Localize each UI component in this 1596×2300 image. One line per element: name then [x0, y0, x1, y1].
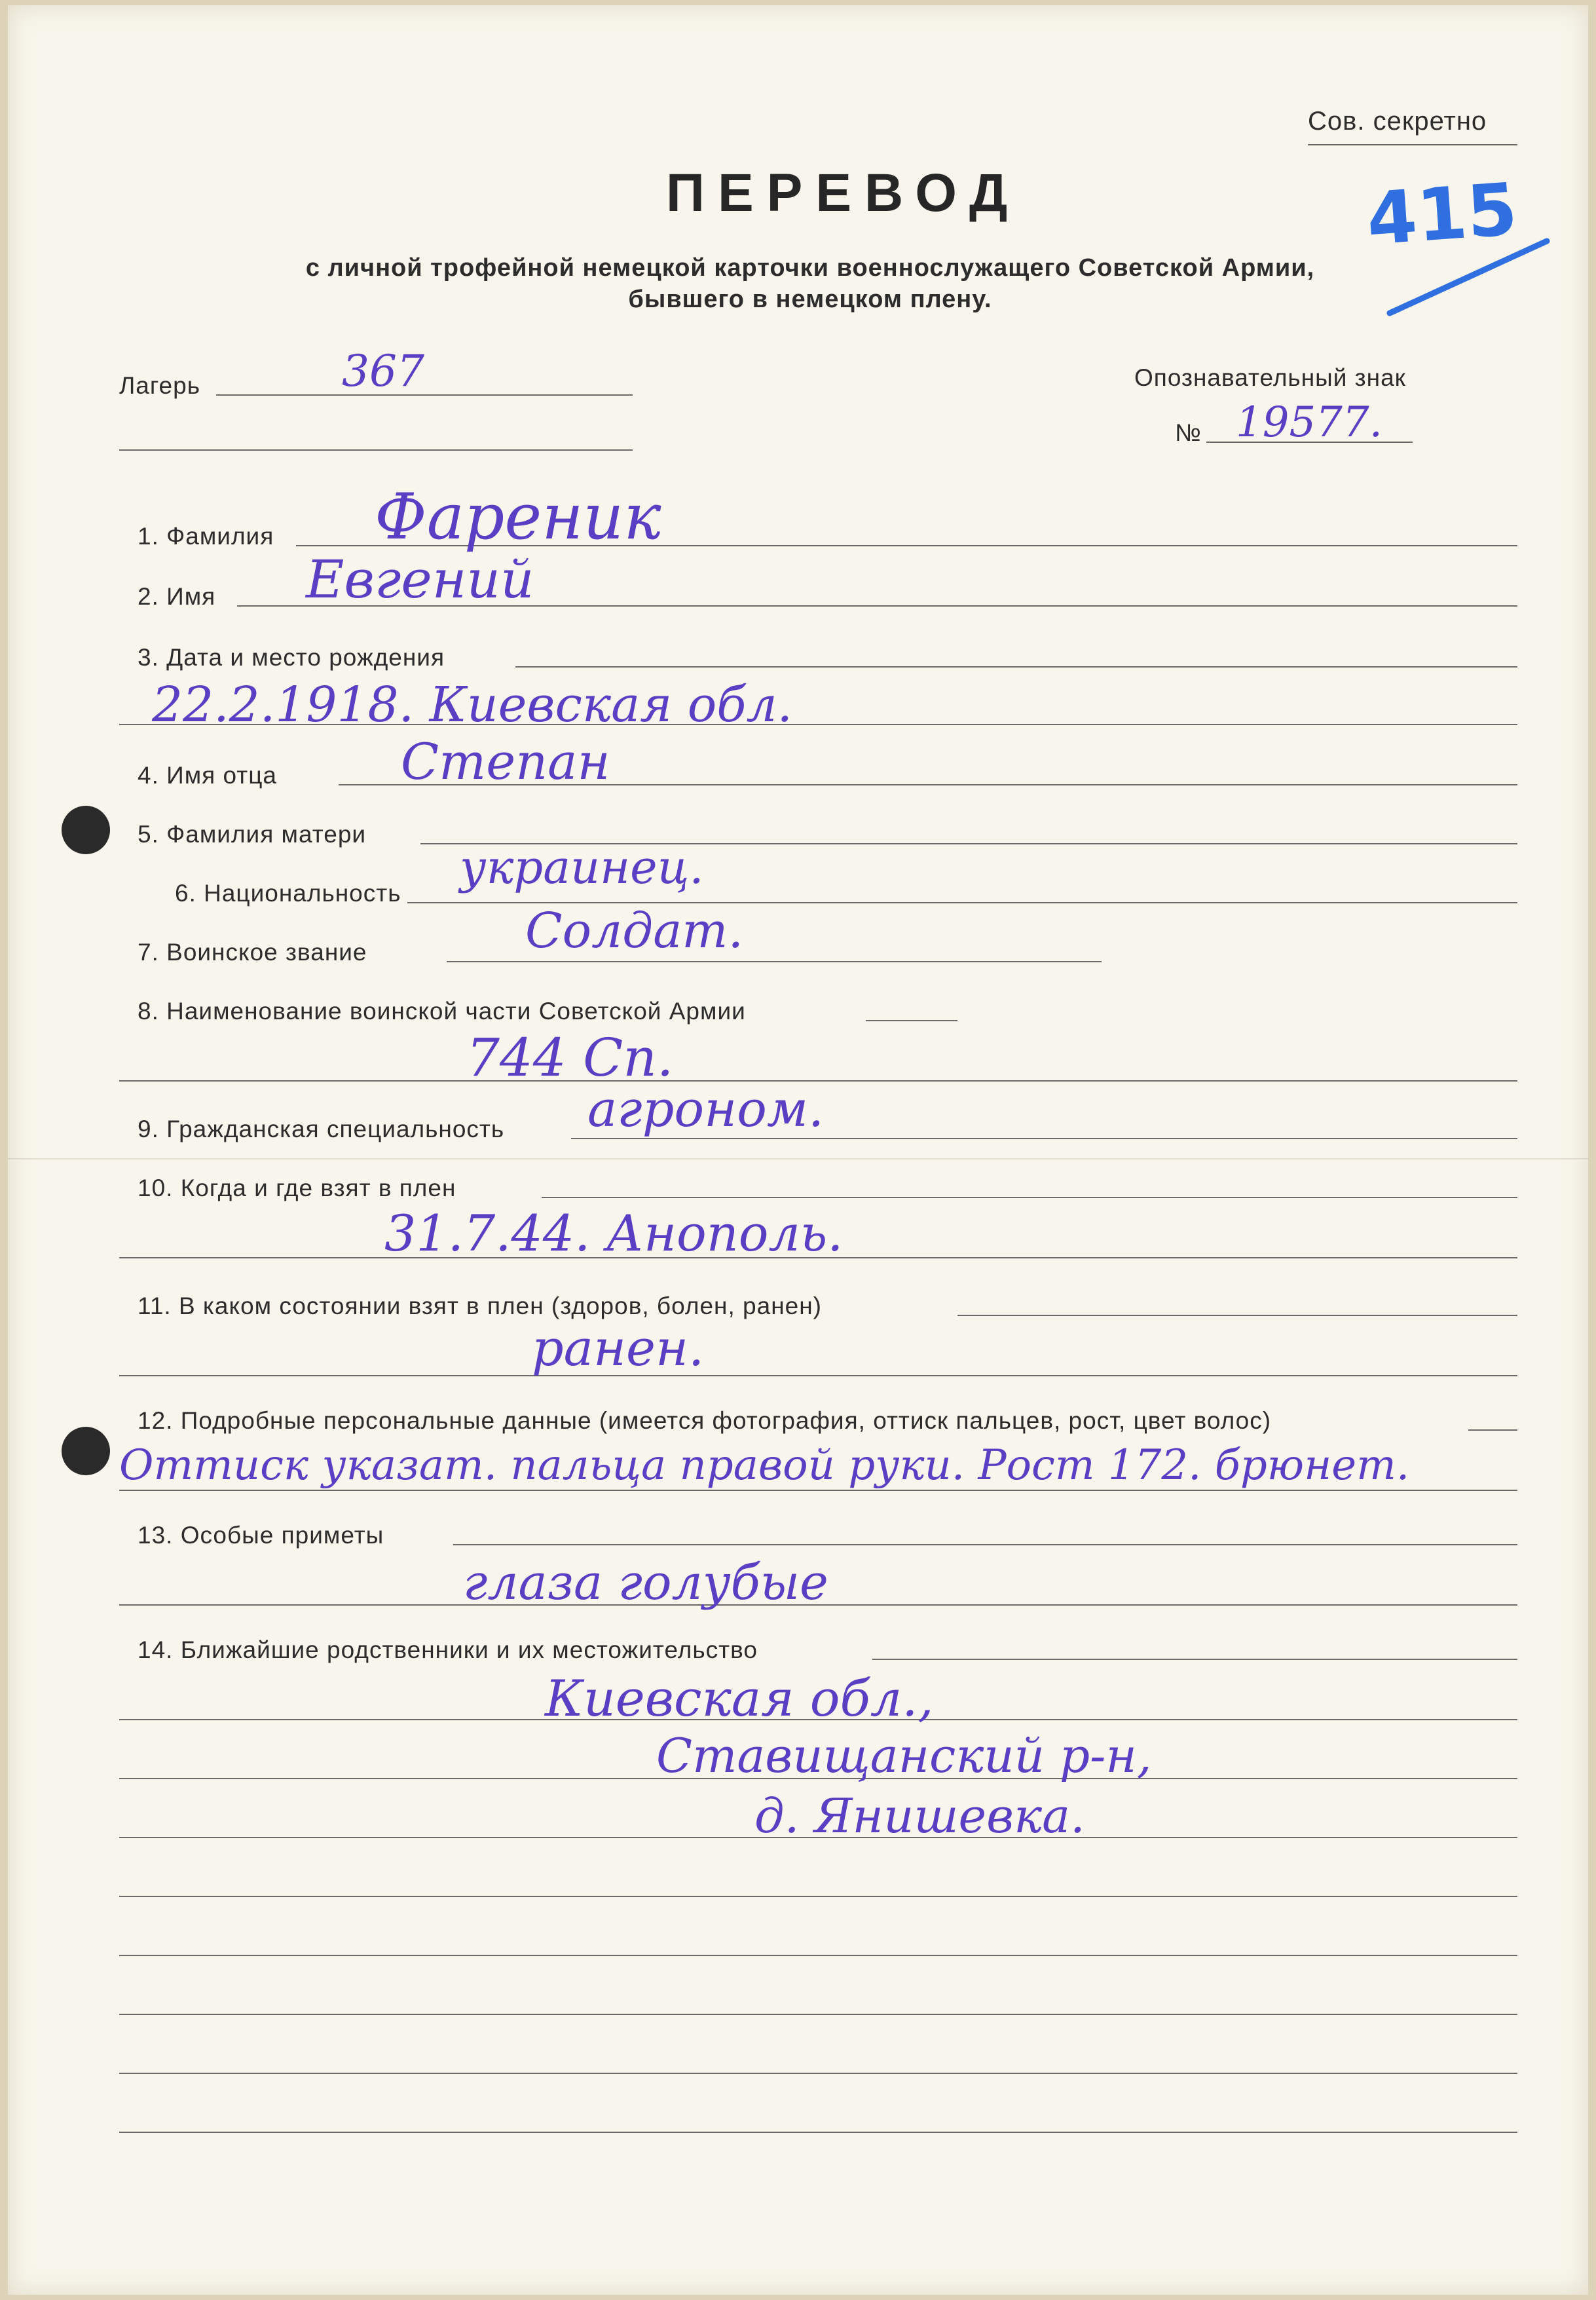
field-11-label: 11. В каком состоянии взят в плен (здоров, болен, ранен) [138, 1292, 822, 1319]
camp-value: 367 [342, 346, 424, 396]
condition-value: ранен. [532, 1319, 705, 1377]
field-2-label: 2. Имя [138, 583, 216, 610]
unit-value: 744 Сп. [466, 1027, 674, 1088]
special-marks-value: глаза голубые [463, 1555, 828, 1611]
field-4-label: 4. Имя отца [138, 762, 277, 789]
field-14-label: 14. Ближайшие родственники и их местожительство [138, 1636, 758, 1663]
captured-value: 31.7.44. Анополь. [384, 1204, 844, 1262]
document-subtitle-2: бывшего в немецком плену. [628, 286, 992, 313]
nationality-value: украинец. [460, 840, 704, 894]
field-6-label: 6. Национальность [175, 880, 401, 907]
relatives-value-line-1: Киевская обл., [545, 1669, 934, 1727]
field-11-line [957, 1315, 1517, 1316]
relatives-value-line-2: Ставищанский р-н, [656, 1728, 1152, 1783]
field-7-label: 7. Воинское звание [138, 939, 367, 966]
relatives-value-line-3: д. Янишевка. [754, 1788, 1085, 1843]
field-3-line [515, 666, 1517, 668]
blank-line [119, 2132, 1517, 2133]
field-10-line [542, 1197, 1517, 1198]
classification-underline [1308, 144, 1517, 145]
field-5-label: 5. Фамилия матери [138, 821, 367, 848]
camp-label: Лагерь [119, 372, 200, 399]
field-12-line-2 [119, 1490, 1517, 1491]
paper-fold [8, 1158, 1588, 1161]
blank-line [119, 1896, 1517, 1897]
document-page [8, 5, 1588, 2295]
field-7-line [447, 961, 1102, 962]
field-8-line [866, 1020, 957, 1021]
camp-underline [216, 394, 633, 396]
archive-stroke-mark [1383, 228, 1553, 320]
archive-number: 415 [1364, 167, 1520, 261]
punch-hole [62, 1427, 110, 1475]
first-name-value: Евгений [306, 549, 534, 610]
classification-label: Сов. секретно [1308, 107, 1487, 136]
field-8-label: 8. Наименование воинской части Советской Армии [138, 998, 746, 1025]
blank-line [119, 1955, 1517, 1956]
id-tag-label: Опознавательный знак [1134, 364, 1406, 391]
field-12-label: 12. Подробные персональные данные (имеется фотография, оттиск пальцев, рост, цвет волос) [138, 1407, 1272, 1434]
field-12-line [1468, 1429, 1517, 1431]
birth-value: 22.2.1918. Киевская обл. [152, 677, 793, 733]
id-tag-no-label: № [1175, 419, 1202, 446]
rank-value: Солдат. [525, 903, 743, 959]
field-3-label: 3. Дата и место рождения [138, 644, 445, 671]
father-name-value: Степан [401, 732, 610, 791]
field-9-label: 9. Гражданская специальность [138, 1116, 505, 1142]
blank-line [119, 2014, 1517, 2015]
blank-line [119, 2073, 1517, 2074]
id-tag-value: 19577. [1236, 398, 1383, 447]
field-9-line [571, 1138, 1517, 1139]
field-13-label: 13. Особые приметы [138, 1522, 384, 1549]
document-title: ПЕРЕВОД [666, 163, 1021, 223]
personal-data-value: Оттиск указат. пальца правой руки. Рост 172. брюнет. [119, 1441, 1410, 1490]
field-10-label: 10. Когда и где взят в плен [138, 1175, 456, 1201]
field-14-line [872, 1659, 1517, 1660]
profession-value: агроном. [587, 1080, 825, 1138]
field-11-line-2 [119, 1375, 1517, 1376]
camp-extra-line [119, 449, 633, 451]
document-subtitle-1: с личной трофейной немецкой карточки военнослужащего Советской Армии, [305, 254, 1315, 282]
surname-value: Фареник [375, 480, 661, 554]
field-1-label: 1. Фамилия [138, 523, 274, 550]
punch-hole [62, 806, 110, 854]
field-13-line [453, 1544, 1517, 1545]
